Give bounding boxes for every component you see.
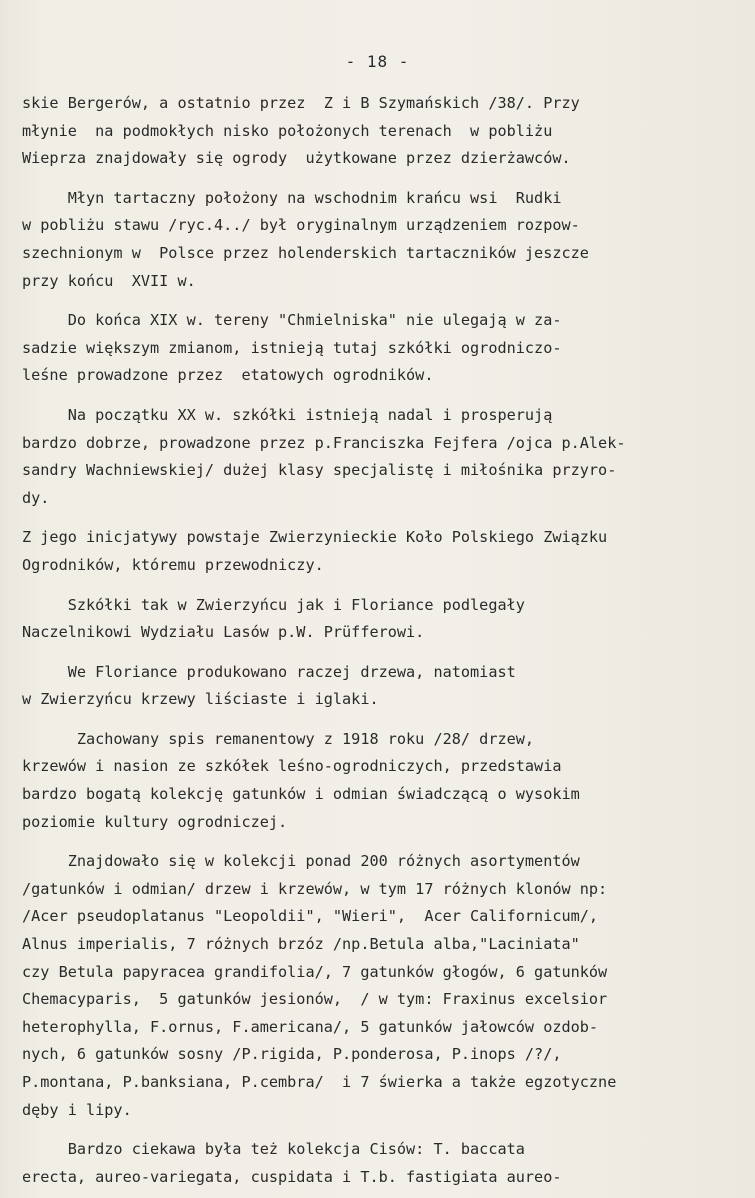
text-line: w pobliżu stawu /ryc.4../ był oryginalnym urządzeniem rozpow-: [22, 216, 580, 235]
text-line: krzewów i nasion ze szkółek leśno-ogrodniczych, przedstawia: [22, 757, 562, 776]
paragraph-gap: [22, 173, 727, 185]
paragraph: [22, 402, 727, 512]
paragraph: [22, 1136, 727, 1191]
text-line: heterophylla, F.ornus, F.americana/, 5 gatunków jałowców ozdob-: [22, 1017, 599, 1036]
body-text: [22, 90, 727, 1191]
text-line: P.montana, P.banksiana, P.cembra/ i 7 świerka a także egzotyczne: [22, 1073, 617, 1091]
text-line: Ogrodników, któremu przewodniczy.: [22, 555, 324, 574]
text-line: szechnionym w Polsce przez holenderskich tartaczników jeszcze: [22, 243, 589, 262]
text-line: Zachowany spis remanentowy z 1918 roku /28/ drzew,: [22, 729, 535, 748]
paragraph: [22, 848, 727, 1124]
text-line: dy.: [22, 488, 50, 507]
text-line: Bardzo ciekawa była też kolekcja Cisów: T. baccata: [22, 1140, 525, 1159]
paragraph: [22, 90, 727, 173]
text-line: bardzo dobrze, prowadzone przez p.Franciszka Fejfera /ojca p.Alek-: [22, 433, 626, 452]
text-line: Wieprza znajdowały się ogrody użytkowane przez dzierżawców.: [22, 149, 571, 168]
text-line: We Floriance produkowano raczej drzewa, natomiast: [22, 662, 516, 681]
paragraph: [22, 726, 727, 836]
paragraph-gap: [22, 836, 727, 848]
paragraph-gap: [22, 1124, 727, 1136]
paragraph: [22, 659, 727, 714]
text-line: bardzo bogatą kolekcję gatunków i odmian świadczącą o wysokim: [22, 785, 580, 804]
paragraph: [22, 185, 727, 295]
text-line: czy Betula papyracea grandifolia/, 7 gatunków głogów, 6 gatunków: [22, 962, 608, 981]
text-line: Młyn tartaczny położony na wschodnim krańcu wsi Rudki: [22, 188, 562, 207]
text-line: w Zwierzyńcu krzewy liściaste i iglaki.: [22, 690, 379, 709]
text-line: Szkółki tak w Zwierzyńcu jak i Floriance podlegały: [22, 595, 525, 614]
paragraph: [22, 307, 727, 390]
text-line: /Acer pseudoplatanus "Leopoldii", "Wieri", Acer Californicum/,: [22, 907, 599, 926]
paragraph-gap: [22, 580, 727, 592]
paragraph-gap: [22, 647, 727, 659]
text-line: Chemacyparis, 5 gatunków jesionów, / w tym: Fraxinus excelsior: [22, 990, 608, 1009]
paragraph: [22, 524, 727, 579]
text-line: Alnus imperialis, 7 różnych brzóz /np.Betula alba,"Laciniata": [22, 935, 580, 954]
text-line: Znajdowało się w kolekcji ponad 200 różnych asortymentów: [22, 852, 580, 871]
paragraph-gap: [22, 390, 727, 402]
paragraph-gap: [22, 512, 727, 524]
paragraph-gap: [22, 714, 727, 726]
text-line: sadzie większym zmianom, istnieją tutaj szkółki ogrodniczo-: [22, 338, 562, 357]
text-line: Na początku XX w. szkółki istnieją nadal i prosperują: [22, 405, 553, 424]
text-line: Do końca XIX w. tereny "Chmielniska" nie ulegają w za-: [22, 311, 562, 330]
text-line: sandry Wachniewskiej/ dużej klasy specjalistę i miłośnika przyro-: [22, 461, 617, 480]
page-number: - 18 -: [345, 52, 410, 71]
paragraph: [22, 592, 727, 647]
text-line: skie Bergerów, a ostatnio przez Z i B Szymańskich /38/. Przy: [22, 94, 580, 112]
text-line: Naczelnikowi Wydziału Lasów p.W. Prüfferowi.: [22, 623, 425, 642]
text-line: poziomie kultury ogrodniczej.: [22, 812, 288, 831]
paragraph-gap: [22, 295, 727, 307]
text-line: erecta, aureo-variegata, cuspidata i T.b. fastigiata aureo-: [22, 1167, 562, 1186]
text-line: nych, 6 gatunków sosny /P.rigida, P.ponderosa, P.inops /?/,: [22, 1045, 562, 1064]
text-line: młynie na podmokłych nisko położonych terenach w pobliżu: [22, 121, 553, 140]
text-line: dęby i lipy.: [22, 1100, 132, 1119]
text-line: leśne prowadzone przez etatowych ogrodników.: [22, 366, 434, 385]
text-line: Z jego inicjatywy powstaje Zwierzynieckie Koło Polskiego Związku: [22, 528, 608, 547]
text-line: przy końcu XVII w.: [22, 271, 196, 290]
text-line: /gatunków i odmian/ drzew i krzewów, w tym 17 różnych klonów np:: [22, 879, 608, 898]
